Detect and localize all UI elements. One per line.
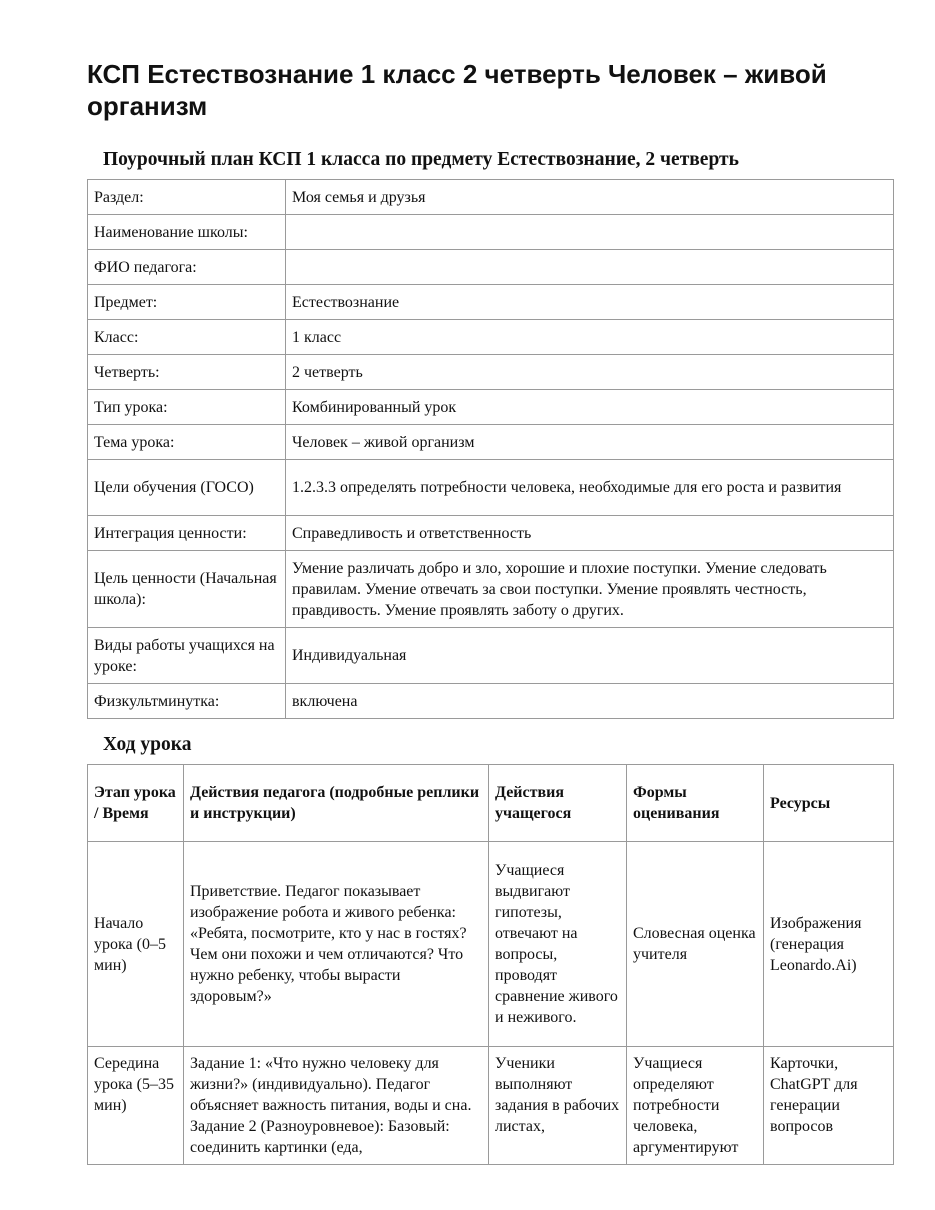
- column-header: Формы оценивания: [627, 765, 764, 842]
- lesson-info-table: [87, 179, 894, 719]
- table-cell: Задание 1: «Что нужно человеку для жизни?» (индивидуально). Педагог объясняет важность питания, воды и сна. Задание 2 (Разноуровневое): Базовый: соединить картинки (еда,: [184, 1047, 489, 1165]
- table-row: [88, 516, 894, 551]
- lesson-heading: Ход урока: [103, 734, 192, 755]
- table-row: [88, 684, 894, 719]
- info-value: Индивидуальная: [286, 628, 894, 684]
- info-value: Комбинированный урок: [286, 390, 894, 425]
- info-value: Естествознание: [286, 285, 894, 320]
- info-label: Физкультминутка:: [88, 684, 286, 719]
- info-value: 2 четверть: [286, 355, 894, 390]
- table-row: [88, 628, 894, 684]
- info-label: Тема урока:: [88, 425, 286, 460]
- table-row: [88, 425, 894, 460]
- info-label: Виды работы учащихся на уроке:: [88, 628, 286, 684]
- column-header: Действия учащегося: [489, 765, 627, 842]
- info-label: Интеграция ценности:: [88, 516, 286, 551]
- info-label: Цель ценности (Начальная школа):: [88, 551, 286, 628]
- table-row: [88, 355, 894, 390]
- table-row: [88, 1047, 894, 1165]
- info-value: включена: [286, 684, 894, 719]
- table-row: [88, 180, 894, 215]
- table-cell: Учащиеся определяют потребности человека, аргументируют: [627, 1047, 764, 1165]
- info-value: [286, 215, 894, 250]
- info-value: 1.2.3.3 определять потребности человека, необходимые для его роста и развития: [286, 460, 894, 516]
- table-cell: Изображения (генерация Leonardo.Ai): [764, 842, 894, 1047]
- info-label: Наименование школы:: [88, 215, 286, 250]
- table-row: [88, 460, 894, 516]
- info-label: Предмет:: [88, 285, 286, 320]
- table-cell: Учащиеся выдвигают гипотезы, отвечают на вопросы, проводят сравнение живого и неживого.: [489, 842, 627, 1047]
- info-label: ФИО педагога:: [88, 250, 286, 285]
- info-value: Справедливость и ответственность: [286, 516, 894, 551]
- table-cell: Начало урока (0–5 мин): [88, 842, 184, 1047]
- table-row: [88, 551, 894, 628]
- table-cell: Словесная оценка учителя: [627, 842, 764, 1047]
- table-row: [88, 320, 894, 355]
- lesson-flow-table: [87, 764, 894, 1165]
- table-cell: Ученики выполняют задания в рабочих листах,: [489, 1047, 627, 1165]
- info-value: Моя семья и друзья: [286, 180, 894, 215]
- info-label: Класс:: [88, 320, 286, 355]
- table-cell: Карточки, ChatGPT для генерации вопросов: [764, 1047, 894, 1165]
- info-label: Четверть:: [88, 355, 286, 390]
- table-row: [88, 390, 894, 425]
- info-value: 1 класс: [286, 320, 894, 355]
- column-header: Этап урока / Время: [88, 765, 184, 842]
- table-row: [88, 250, 894, 285]
- info-value: Человек – живой организм: [286, 425, 894, 460]
- table-header-row: [88, 765, 894, 842]
- table-row: [88, 842, 894, 1047]
- info-value: [286, 250, 894, 285]
- table-row: [88, 215, 894, 250]
- table-cell: Приветствие. Педагог показывает изображение робота и живого ребенка: «Ребята, посмотрите, кто у нас в гостях? Чем они похожи и чем отличаются? Что нужно ребенку, чтобы вырасти здоровым?»: [184, 842, 489, 1047]
- document-title: КСП Естествознание 1 класс 2 четверть Человек – живой организм: [87, 59, 827, 121]
- plan-heading: Поурочный план КСП 1 класса по предмету Естествознание, 2 четверть: [103, 149, 739, 170]
- info-label: Цели обучения (ГОСО): [88, 460, 286, 516]
- column-header: Действия педагога (подробные реплики и инструкции): [184, 765, 489, 842]
- table-row: [88, 285, 894, 320]
- column-header: Ресурсы: [764, 765, 894, 842]
- info-label: Тип урока:: [88, 390, 286, 425]
- info-label: Раздел:: [88, 180, 286, 215]
- info-value: Умение различать добро и зло, хорошие и плохие поступки. Умение следовать правилам. Умение отвечать за свои поступки. Умение проявлять честность, правдивость. Умение проявлять заботу о других.: [286, 551, 894, 628]
- table-cell: Середина урока (5–35 мин): [88, 1047, 184, 1165]
